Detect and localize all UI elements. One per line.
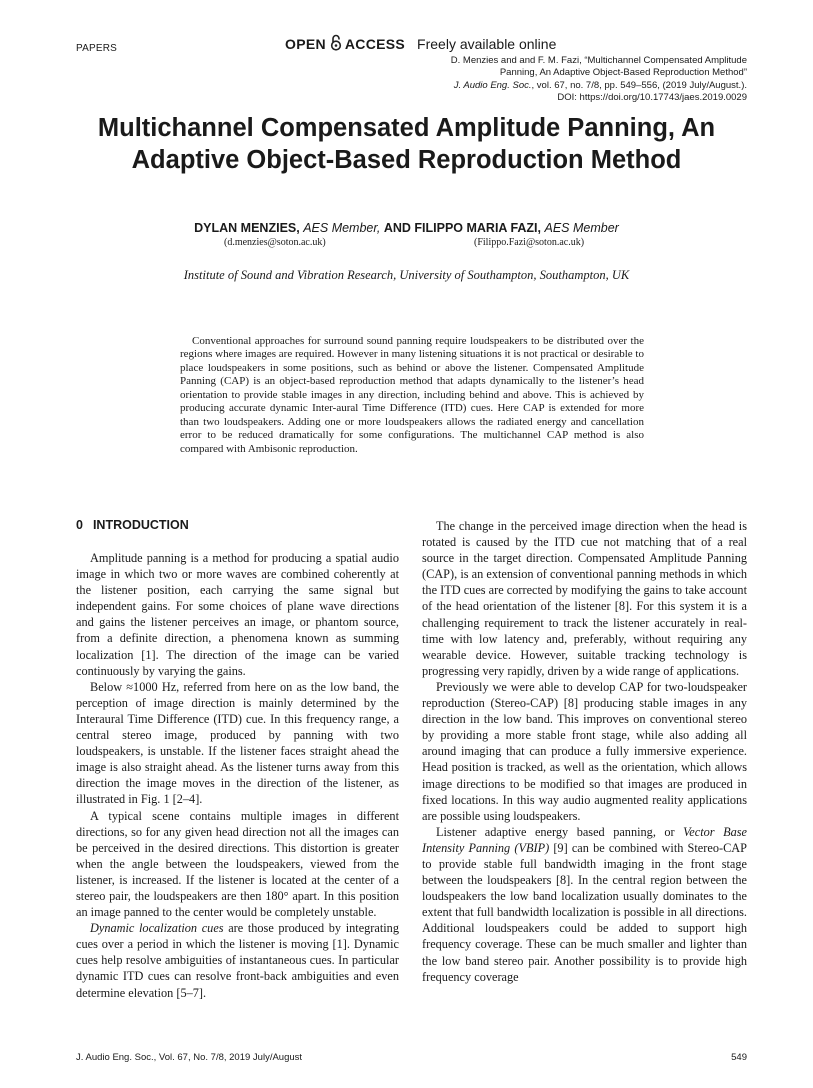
affiliation: Institute of Sound and Vibration Research, University of Southampton, Southampton, UK [183,268,630,282]
citation-journal: J. Audio Eng. Soc. [453,79,532,91]
body-paragraph: Below ≈1000 Hz, referred from here on as the low band, the perception of image direction is mainly determined by the Interaural Time Difference (ITD) cue. In this frequency range, a central stereo image, produced by panning with two loudspeakers, is unstable. If the listener faces straight ahead the image is also straight ahead. As the listener turns away from this direction the image moves in the direction of the listener, as illustrated in Fig. 1 [2–4]. [76,679,399,807]
body-paragraph: A typical scene contains multiple images in different directions, so for any given head direction not all the images can be perceived in the desired directions. This distortion is greater when the angle between the loudspeakers, viewed from the listener, is increased. If the listener is located at the center of a stereo pair, the loudspeakers are then 180° apart. In this position an image panned to the center would be completely unstable. [76,808,399,920]
abstract: Conventional approaches for surround sound panning require loudspeakers to be distributed over the regions where images are required. However in many listening situations it is not practical or desirable to place loudspeakers in some positions, such as behind or above the listener. Compensated Amplitude Panning (CAP) is an object-based reproduction method that adapts dynamically to the listener’s head orientation to provide stable images in any direction, including behind and above. This is achieved by producing accurate dynamic Inter-aural Time Difference (ITD) cues. Here CAP is extended for more than two loudspeakers. Adding one or more loudspeakers allows the radiated energy and cancellation error to be reduced dramatically for some configurations. The multichannel CAP method is also compared with Ambisonic reproduction. [180,335,644,455]
emphasis-term: Vector Base Intensity Panning (VBIP) [422,824,747,855]
section-label: PAPERS [76,43,118,54]
author-email[interactable]: (Filippo.Fazi@soton.ac.uk) [474,237,585,248]
title-line: Adaptive Object-Based Reproduction Method [131,146,682,174]
open-access-open-text: OPEN [285,36,326,52]
section-title: INTRODUCTION [92,518,189,532]
left-column [76,518,399,1001]
paragraph-text: [9] can be combined with Stereo-CAP to provide stable full bandwidth imaging in the front stage between the loudspeakers [8]. In the central region between the loudspeakers the low band localization usually dominates to the extent that full bandwidth localization is possible in all directions. Additional loudspeakers could be added to support high frequency coverage. These can be much smaller and lighter than the low band stereo pair. Another possibility is to provide high frequency coverage [422,840,747,984]
citation-doi[interactable]: DOI: https://doi.org/10.17743/jaes.2019.0029 [557,92,747,104]
citation-line: Panning, An Adaptive Object-Based Reproduction Method” [499,67,747,79]
body-paragraph: Previously we were able to develop CAP for two-loudspeaker reproduction (Stereo-CAP) [8] producing stable images in any direction in the low band. This improves on conventional stereo by providing a more stable front stage, while also adding all around imaging that can produce a fully immersive experience. Head position is tracked, as well as the orientation, which allows image directions to be modified so that images are produced in fixed locations. In this way audio augmented reality applications are possible using loudspeakers. [422,679,747,823]
title-line: Multichannel Compensated Amplitude Panning, An [97,114,716,142]
emphasis-term: Dynamic localization cues [90,921,224,936]
open-lock-icon [330,34,342,54]
body-paragraph: Amplitude panning is a method for producing a spatial audio image in which two or more waves are combined coherently at the listener position, each carrying the same signal but independent gains. For some choices of plane wave directions and gains the listener perceives an image, or phantom source, from a definite direction, a phenomena known as summing localization [1]. The direction of the image can be varied continuously by varying the gains. [76,551,399,678]
author-conjunction: AND [383,221,411,235]
section-number: 0 [76,518,83,532]
author-line [0,221,813,235]
page-number: 549 [731,1052,747,1063]
right-column [422,518,747,985]
body-paragraph [422,824,747,985]
paper-title [40,112,773,176]
citation-block [451,55,747,105]
author-role: AES Member [544,221,619,235]
author-name: DYLAN MENZIES, [194,221,300,235]
freely-available-text: Freely available online [417,36,557,52]
citation-line: D. Menzies and and F. M. Fazi, “Multichannel Compensated Amplitude [450,55,747,66]
author-email[interactable]: (d.menzies@soton.ac.uk) [224,237,326,248]
paragraph-text: Listener adaptive energy based panning, or [436,824,684,839]
body-paragraph [76,920,399,1000]
footer-journal: J. Audio Eng. Soc., Vol. 67, No. 7/8, 2019 July/August [76,1052,303,1063]
paragraph-text: are those produced by integrating cues over a period in which the listener is moving [1]. Dynamic cues help resolve ambiguities of instantaneous cues. In particular dynamic ITD cues can resolve front-back ambiguities and even determine elevation [5–7]. [76,921,399,1000]
open-access-banner [285,34,556,54]
citation-volume: , vol. 67, no. 7/8, pp. 549–556, (2019 July/August.). [531,79,747,91]
open-access-access-text: ACCESS [344,36,406,52]
section-heading [76,518,399,532]
citation-line [451,80,747,92]
author-name: FILIPPO MARIA FAZI, [414,221,542,235]
author-role: AES Member, [303,221,381,235]
body-paragraph: The change in the perceived image direction when the head is rotated is caused by the ITD cue not matching that of a real source in the target direction. Compensated Amplitude Panning (CAP), is an extension of conventional panning methods in which the ITD cues are corrected by modifying the gains to take account of the head orientation of the listener [8]. For this system it is a challenging requirement to track the listener accurately in real-time with low latency and, preferably, without requiring any wearable device. However, suitable tracking technology is progressing very rapidly, driven by a wide range of applications. [422,519,747,678]
